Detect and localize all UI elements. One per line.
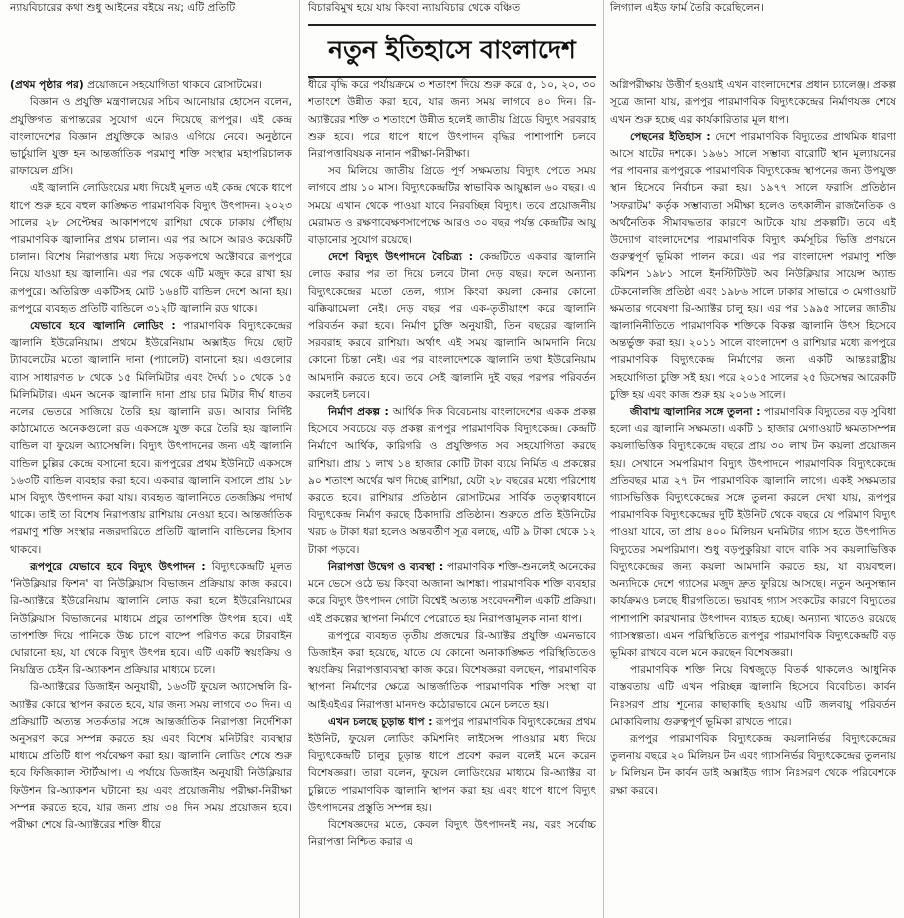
paragraph: দেশে বিদ্যুৎ উৎপাদনে বৈচিত্র্য : কেন্দ্রটিতে একবার জ্বালানি লোড করার পর তা দিয়ে চলবে টানা দেড় বছর। ফলে অন্যান্য বিদ্যুৎকেন্দ্রের মতো তেল, গ্যাস কিংবা কয়লা কেনার কোনো ঝক্কিঝামেলা নেই। দেড় বছর পর এক-তৃতীয়াংশ করে জ্বালানি পরিবর্তন করা হবে। নির্মাণ চুক্তি অনুযায়ী, তিন বছরের জ্বালানি সরবরাহ করবে রাশিয়া। অর্থাৎ এই সময় জ্বালানি আমদানি নিয়ে কোনো চিন্তা নেই। এর পর বাংলাদেশকে জ্বালানি তথা ইউরেনিয়াম আমদানি করতে হবে। তবে সেই জ্বালানি দুই বছর পরপর পরিবর্তন করলেই চলবে। (308, 251, 596, 401)
subheading: দেশে বিদ্যুৎ উৎপাদনে বৈচিত্র্য : (328, 251, 473, 264)
paragraph: যেভাবে হবে জ্বালানি লোডিং : পারমাণবিক বিদ্যুৎকেন্দ্রের জ্বালানি ইউরেনিয়াম। প্রথমে ইউরেনিয়াম অক্সাইড দিয়ে ছোট ট্যাবলেটের মতো জ্বালানি দানা (প্যালেট) বানানো হয়। এগুলোর ব্যাস সাধারণত ৮ থেকে ১৫ মিলিমিটার এবং দৈর্ঘ্য ১০ থেকে ১৫ মিলিমিটার। এমন অনেক জ্বালানি দানা প্রায় চার মিটার দীর্ঘ ধাতব নলের ভেতরে সাজিয়ে তৈরি হয় জ্বালানি রড। আবার নির্দিষ্ট কাঠামোতে অনেকগুলো রড একসঙ্গে যুক্ত করে তৈরি হয় জ্বালানি বান্ডিল বা ফুয়েল অ্যাসেম্বলি। বিদ্যুৎ উৎপাদনের জন্য এই জ্বালানি বান্ডিল চুল্লির কেন্দ্রে বসানো হবে। রূপপুরের প্রথম ইউনিটে একসঙ্গে ১৬৩টি বান্ডিল ব্যবহার করা হবে। একবার জ্বালানি বসালে প্রায় ১৮ মাস বিদ্যুৎ উৎপাদন করা যায়। ব্যবহৃত জ্বালানিতে তেজস্ক্রিয় পদার্থ থাকে। তাই তা বিশেষ নিরাপত্তায় রাশিয়ায় নেওয়া হবে। আন্তর্জাতিক পরমাণু শক্তি সংস্থার নজরদারিতে প্রতিটি জ্বালানি বান্ডিলের হিসাব থাকবে। (10, 320, 292, 556)
column-1 (10, 0, 292, 918)
subheading: নিরাপত্তা উদ্বেগ ও ব্যবস্থা : (328, 560, 444, 573)
previous-article-tail: ন্যায়বিচারের কথা শুধু আইনের বইয়ে নয়; এটি প্রতিটি (10, 2, 236, 14)
subheading: পেছনের ইতিহাস : (630, 130, 711, 143)
paragraph: এখন চলছে চূড়ান্ত ধাপ : রূপপুর পারমাণবিক বিদ্যুৎকেন্দ্রের প্রথম ইউনিট, ফুয়েল লোডিং কমিশনিং লাইসেন্স পাওয়ার মধ্য দিয়ে বিদ্যুৎকেন্দ্রটি চালুর চূড়ান্ত ধাপে প্রবেশ করল বলেই মনে করেন বিশেষজ্ঞরা। তারা বলেন, ফুয়েল লোডিংয়ের মাধ্যমে রি-অ্যাক্টর বা চুল্লিতে পারমাণবিক জ্বালানি স্থাপন করা হয় এবং ধাপে ধাপে বিদ্যুৎ উৎপাদনের প্রস্তুতি সম্পন্ন হয়। (308, 715, 596, 814)
previous-article-tail: বিচারবিমুখ হয়ে যায় কিংবা ন্যায়বিচার থেকে বঞ্চিত (308, 2, 521, 14)
paragraph: (প্রথম পৃষ্ঠার পর) প্রয়োজনে সহযোগিতা থাকবে রোসাটমের। (10, 79, 263, 92)
paragraph: সব মিলিয়ে জাতীয় গ্রিডে পূর্ণ সক্ষমতায় বিদ্যুৎ পেতে সময় লাগবে প্রায় ১০ মাস। বিদ্যুৎকেন্দ্রটির স্বাভাবিক আয়ুষ্কাল ৬০ বছর। এ সময়ে এখান থেকে পাওয়া যাবে নিরবচ্ছিন্ন বিদ্যুৎ। তবে প্রয়োজনীয় মেরামত ও রক্ষণাবেক্ষণসাপেক্ষে আরও ৩০ বছর পর্যন্ত কেন্দ্রটির আয়ু বাড়ানোর সুযোগ রয়েছে। (308, 165, 596, 247)
paragraph: বিশেষজ্ঞদের মতে, কেবল বিদ্যুৎ উৎপাদনই নয়, বরং সর্বোচ্চ নিরাপত্তা নিশ্চিত করার এ (308, 818, 596, 849)
paragraph: এই জ্বালানি লোডিংয়ের মধ্য দিয়েই মূলত এই কেন্দ্র থেকে ধাপে ধাপে শুরু হবে বহুল কাঙ্ক্ষিত পারমাণবিক বিদ্যুৎ উৎপাদন। ২০২৩ সালের ২৮ সেপ্টেম্বর আকাশপথে রাশিয়া থেকে ঢাকায় পৌঁছায় পারমাণবিক জ্বালানির প্রথম চালান। এর পর আসে আরও কয়েকটি চালান। বিশেষ নিরাপত্তার মধ্য দিয়ে সড়কপথে অক্টোবরে রূপপুরে নিয়ে যাওয়া হয় জ্বালানি। এর পর থেকে এটি মজুদ করে রাখা হয় রূপপুরে। অতিরিক্ত একটিসহ মোট ১৬৪টি বান্ডিল দেশে আনা হয়। রূপপুরে ব্যবহৃত প্রতিটি বান্ডিলে ৩১২টি জ্বালানি রড থাকে। (10, 182, 292, 315)
paragraph: রি-অ্যাক্টরের ডিজাইন অনুযায়ী, ১৬৩টি ফুয়েল অ্যাসেম্বলি রি-অ্যাক্টর কোরে স্থাপন করতে হবে, যার জন্য সময় লাগবে ৩০ দিন। এ প্রক্রিয়াটি অত্যন্ত সতর্কতার সঙ্গে আন্তর্জাতিক নিরাপত্তা নির্দেশিকা অনুসরণ করে সম্পন্ন করতে হয় এবং বিশেষ মনিটরিং ব্যবস্থার মাধ্যমে প্রতিটি ধাপ পর্যবেক্ষণ করা হয়। জ্বালানি লোডিং শেষে শুরু হবে ফিজিক্যাল স্টার্টআপ। এ পর্যায়ে ডিজাইন অনুযায়ী নিউক্লিয়ার ফিউশন রি-অ্যাকশন ঘটানো হয় এবং প্রয়োজনীয় পরীক্ষা-নিরীক্ষা সম্পন্ন করতে হবে, যার জন্য প্রায় ৩৪ দিন সময় প্রয়োজন হবে। পরীক্ষা শেষে রি-অ্যাক্টরের শক্তি ধীরে (10, 681, 292, 831)
subheading: রূপপুরে যেভাবে হবে বিদ্যুৎ উৎপাদন : (30, 560, 206, 573)
paragraph: নিরাপত্তা উদ্বেগ ও ব্যবস্থা : পারমাণবিক শক্তি-শুনলেই অনেকের মনে ভেসে ওঠে ভয় কিংবা অজানা আশঙ্কা। পারমাণবিক শক্তি ব্যবহার করে বিদ্যুৎ উৎপাদন গোটা বিশ্বেই অত্যন্ত সংবেদনশীল একটি প্রক্রিয়া। এই প্রকল্পের স্থাপনা নির্মাণে পেরোতে হয় নিরাপত্তামূলক নানা ধাপ। (308, 560, 596, 625)
paragraph: নির্মাণ প্রকল্প : আর্থিক দিক বিবেচনায় বাংলাদেশের একক প্রকল্প হিসেবে সবচেয়ে বড় প্রকল্প রূপপুর পারমাণবিক বিদ্যুৎকেন্দ্র। কেন্দ্রটি নির্মাণে আর্থিক, কারিগরি ও প্রযুক্তিগত সব সহযোগিতা করছে রাশিয়া। প্রায় ১ লাখ ১৪ হাজার কোটি টাকা ব্যয়ে নির্মিত এ প্রকল্পের ৯০ শতাংশ অর্থের ঋণ দিচ্ছে রাশিয়া, যেটা ২৮ বছরের মধ্যে পরিশোধ করতে হবে। রাশিয়ার প্রতিষ্ঠান রোসাটমের সার্বিক তত্ত্বাবধানে বিদ্যুৎকেন্দ্র নির্মাণ করছে ঠিকাদারি প্রতিষ্ঠান। শুরুতে প্রতি ইউনিটের খরচ ৬ টাকা ধরা হলেও অন্তবর্তীণ সূত্র বলছে, এটি ৯ টাকা থেকে ১২ টাকা পড়বে। (308, 406, 596, 556)
article-headline: নতুন ইতিহাসে বাংলাদেশ (308, 24, 596, 78)
paragraph: রূপপুরে ব্যবহৃত তৃতীয় প্রজন্মের রি-অ্যাক্টর প্রযুক্তি এমনভাবে ডিজাইন করা হয়েছে, যাতে যে কোনো অনাকাঙ্ক্ষিত পরিস্থিতিতেও স্বয়ংক্রিয় নিরাপত্তাব্যবস্থা কাজ করে। বিশেষজ্ঞরা বলছেন, পারমাণবিক স্থাপনা নির্মাণের ক্ষেত্রে আন্তর্জাতিক পারমাণবিক শক্তি সংস্থা বা আইএইএর নিরাপত্তা মানদণ্ড কঠোরভাবে মেনে চলতে হয়। (308, 629, 596, 711)
paragraph: রূপপুর পারমাণবিক বিদ্যুৎকেন্দ্র কয়লানির্ভর বিদ্যুৎকেন্দ্রের তুলনায় বছরে ২০ মিলিয়ন টন এবং গ্যাসনির্ভর বিদ্যুৎকেন্দ্রের তুলনায় ৮ মিলিয়ন টন কার্বন ডাই অক্সাইড গ্যাস নিঃসরণ থেকে পরিবেশকে রক্ষা করবে। (610, 732, 896, 797)
subheading: এখন চলছে চূড়ান্ত ধাপ : (328, 715, 433, 728)
subheading: যেভাবে হবে জ্বালানি লোডিং : (30, 320, 176, 333)
column-divider (603, 0, 604, 918)
subheading: জীবাশ্ম জ্বালানির সঙ্গে তুলনা : (630, 406, 761, 419)
continued-label: (প্রথম পৃষ্ঠার পর) (10, 79, 84, 92)
paragraph: পারমাণবিক শক্তি নিয়ে বিশ্বজুড়ে বিতর্ক থাকলেও আধুনিক বাস্তবতায় এটি এখন পরিচ্ছন্ন জ্বালানি হিসেবে বিবেচিত। কার্বন নিঃসরণ প্রায় শূন্যের কাছাকাছি হওয়ায় এটি জলবায়ু পরিবর্তন মোকাবিলায় গুরুত্বপূর্ণ ভূমিকা রাখতে পারে। (610, 664, 896, 728)
paragraph: ধীরে বৃদ্ধি করে পর্যায়ক্রমে ৩ শতাংশ দিয়ে শুরু করে ৫, ১০, ২০, ৩০ শতাংশে উন্নীত করা হবে, যার জন্য সময় লাগবে ৪০ দিন। রি-অ্যাক্টরের শক্তি ৩ শতাংশে উন্নীত হলেই জাতীয় গ্রিডে বিদ্যুৎ সরবরাহ শুরু হবে। পরে ধাপে ধাপে উৎপাদন বৃদ্ধির পাশাপাশি চলবে নিরাপত্তাবিষয়ক নানান পরীক্ষা-নিরীক্ষা। (308, 79, 596, 161)
paragraph: জীবাশ্ম জ্বালানির সঙ্গে তুলনা : পারমাণবিক বিদ্যুতের বড় সুবিধা হলো এর জ্বালানি সক্ষমতা। একটি ১ হাজার মেগাওয়াট ক্ষমতাসম্পন্ন কয়লাভিত্তিক বিদ্যুৎকেন্দ্রে বছরে প্রায় ৩০ লাখ টন কয়লা প্রয়োজন হয়। সেখানে সমপরিমাণ বিদ্যুৎ উৎপাদনে পারমাণবিক বিদ্যুৎকেন্দ্রে প্রতিবছর মাত্র ২৭ টন পারমাণবিক জ্বালানি লাগে। একই সক্ষমতার গ্যাসভিত্তিক বিদ্যুৎকেন্দ্রের সঙ্গে তুলনা করলে দেখা যায়, রূপপুর পারমাণবিক বিদ্যুৎকেন্দ্রের দুটি ইউনিট থেকে বছরে যে পরিমাণ বিদ্যুৎ পাওয়া যাবে, তা প্রায় ৪০০ মিলিয়ন ঘনমিটার গ্যাস হতে উৎপাদিত বিদ্যুতের সমপরিমাণ। শুধু বড়পুকুরিয়া বাদে বাকি সব কয়লাভিত্তিক বিদ্যুৎকেন্দ্রের জন্য কয়লা আমদানি করতে হয়, যা ব্যয়বহুল। অন্যদিকে দেশে গ্যাসের মজুদ দ্রুত ফুরিয়ে আসছে। নতুন অনুসন্ধান কার্যক্রমও চলছে ধীরগতিতে। ভয়াবহ গ্যাস সংকটের কারণে বিদ্যুতের পাশাপাশি কারখানার উৎপাদন ব্যাহত হচ্ছে। অন্যান্য খাতেও রয়েছে গ্যাসস্বল্পতা। এমন পরিস্থিতিতে রূপপুর পারমাণবিক বিদ্যুৎকেন্দ্রটি বড় ভূমিকা রাখবে বলে মনে করছেন বিশেষজ্ঞরা। (610, 406, 896, 659)
paragraph: অগ্নিপরীক্ষায় উত্তীর্ণ হওয়াই এখন বাংলাদেশের প্রধান চ্যালেঞ্জ। প্রকল্প সূত্রে জানা যায়, রূপপুর পারমাণবিক বিদ্যুৎকেন্দ্রের নির্মাণযজ্ঞ শেষে এখন শুরু হচ্ছে এর কার্যকারিতার মূল ধাপ। (610, 79, 896, 126)
paragraph: পেছনের ইতিহাস : দেশে পারমাণবিক বিদ্যুতের প্রাথমিক ধারণা আসে ষাটের দশকে। ১৯৬১ সালে সম্ভাব্য বারোটি স্থান মূল্যায়নের পর পাবনার রূপপুরকে পারমাণবিক বিদ্যুৎকেন্দ্র স্থাপনের জন্য উপযুক্ত স্থান হিসেবে নির্বাচন করা হয়। ১৯৭৭ সালে ফরাসি প্রতিষ্ঠান 'সফরাটম' কর্তৃক সম্ভাব্যতা সমীক্ষা হলেও তৎকালীন রাজনৈতিক ও অর্থনৈতিক সীমাবদ্ধতার কারণে আটকে যায় প্রকল্পটি। তবে এই উদ্যোগ বাংলাদেশের পারমাণবিক বিদ্যুৎ কর্মসূচির ভিত্তি প্রণয়নে গুরুত্বপূর্ণ ভূমিকা পালন করে। এর পর বাংলাদেশ পরমাণু শক্তি কমিশন ১৯৮১ সালে ইনস্টিটিউট অব নিউক্লিয়ার সায়েন্স অ্যান্ড টেকনোলজি প্রতিষ্ঠা এবং ১৯৮৬ সালে ঢাকার সাভারে ৩ মেগাওয়াট ক্ষমতার গবেষণা রি-অ্যাক্টর চালু হয়। এর পর ১৯৯৫ সালের জাতীয় জ্বালানিনীতিতে পারমাণবিক শক্তিকে বিকল্প জ্বালানি উৎস হিসেবে অন্তর্ভুক্ত করা হয়। ২০১১ সালে বাংলাদেশ ও রাশিয়ার মধ্যে রূপপুরে পারমাণবিক বিদ্যুৎকেন্দ্র নির্মাণের জন্য একটি আন্তঃরাষ্ট্রীয় সহযোগিতা চুক্তি সই হয়। পরে ২০১৫ সালের ২৫ ডিসেম্বর আরেকটি চুক্তি হয় এবং কাজ শুরু হয় ২০১৬ সালে। (610, 130, 896, 401)
column-2 (308, 0, 596, 918)
paragraph: বিজ্ঞান ও প্রযুক্তি মন্ত্রণালয়ের সচিব আনোয়ার হোসেন বলেন, প্রযুক্তিগত রূপান্তরের সুযোগ এনে দিয়েছে রূপপুর। এই কেন্দ্র বাংলাদেশের বিজ্ঞান প্রযুক্তিকে আরও এগিয়ে নেবে। অনুষ্ঠানে ভার্চুয়ালি যুক্ত হন আন্তর্জাতিক পরমাণু শক্তি সংস্থার মহাপরিচালক রাফায়েল গ্রসি। (10, 96, 292, 178)
paragraph: রূপপুরে যেভাবে হবে বিদ্যুৎ উৎপাদন : বিদ্যুৎকেন্দ্রটি মূলত 'নিউক্লিয়ার ফিশন' বা নিউক্লিয়াস বিভাজন প্রক্রিয়ায় কাজ করবে। রি-অ্যাক্টরে ইউরেনিয়াম জ্বালানি লোড করা হলে ইউরেনিয়ামের নিউক্লিয়াস বিভাজনের মাধ্যমে প্রচুর তাপশক্তি উৎপন্ন হবে। এই তাপশক্তি দিয়ে পানিকে উচ্চ চাপে বাষ্পে পরিণত করে টারবাইন ঘোরানো হয়, যা থেকে বিদ্যুৎ উৎপন্ন হবে। এটি একটি স্বয়ংক্রিয় ও নিয়ন্ত্রিত চেইন রি-অ্যাকশন প্রক্রিয়ার মাধ্যমে চলে। (10, 560, 292, 677)
column-3 (610, 0, 896, 918)
column-divider (299, 0, 300, 918)
previous-article-tail: লিগ্যাল এইড ফার্ম তৈরি করেছিলেন। (610, 2, 764, 14)
subheading: নির্মাণ প্রকল্প : (328, 406, 389, 419)
